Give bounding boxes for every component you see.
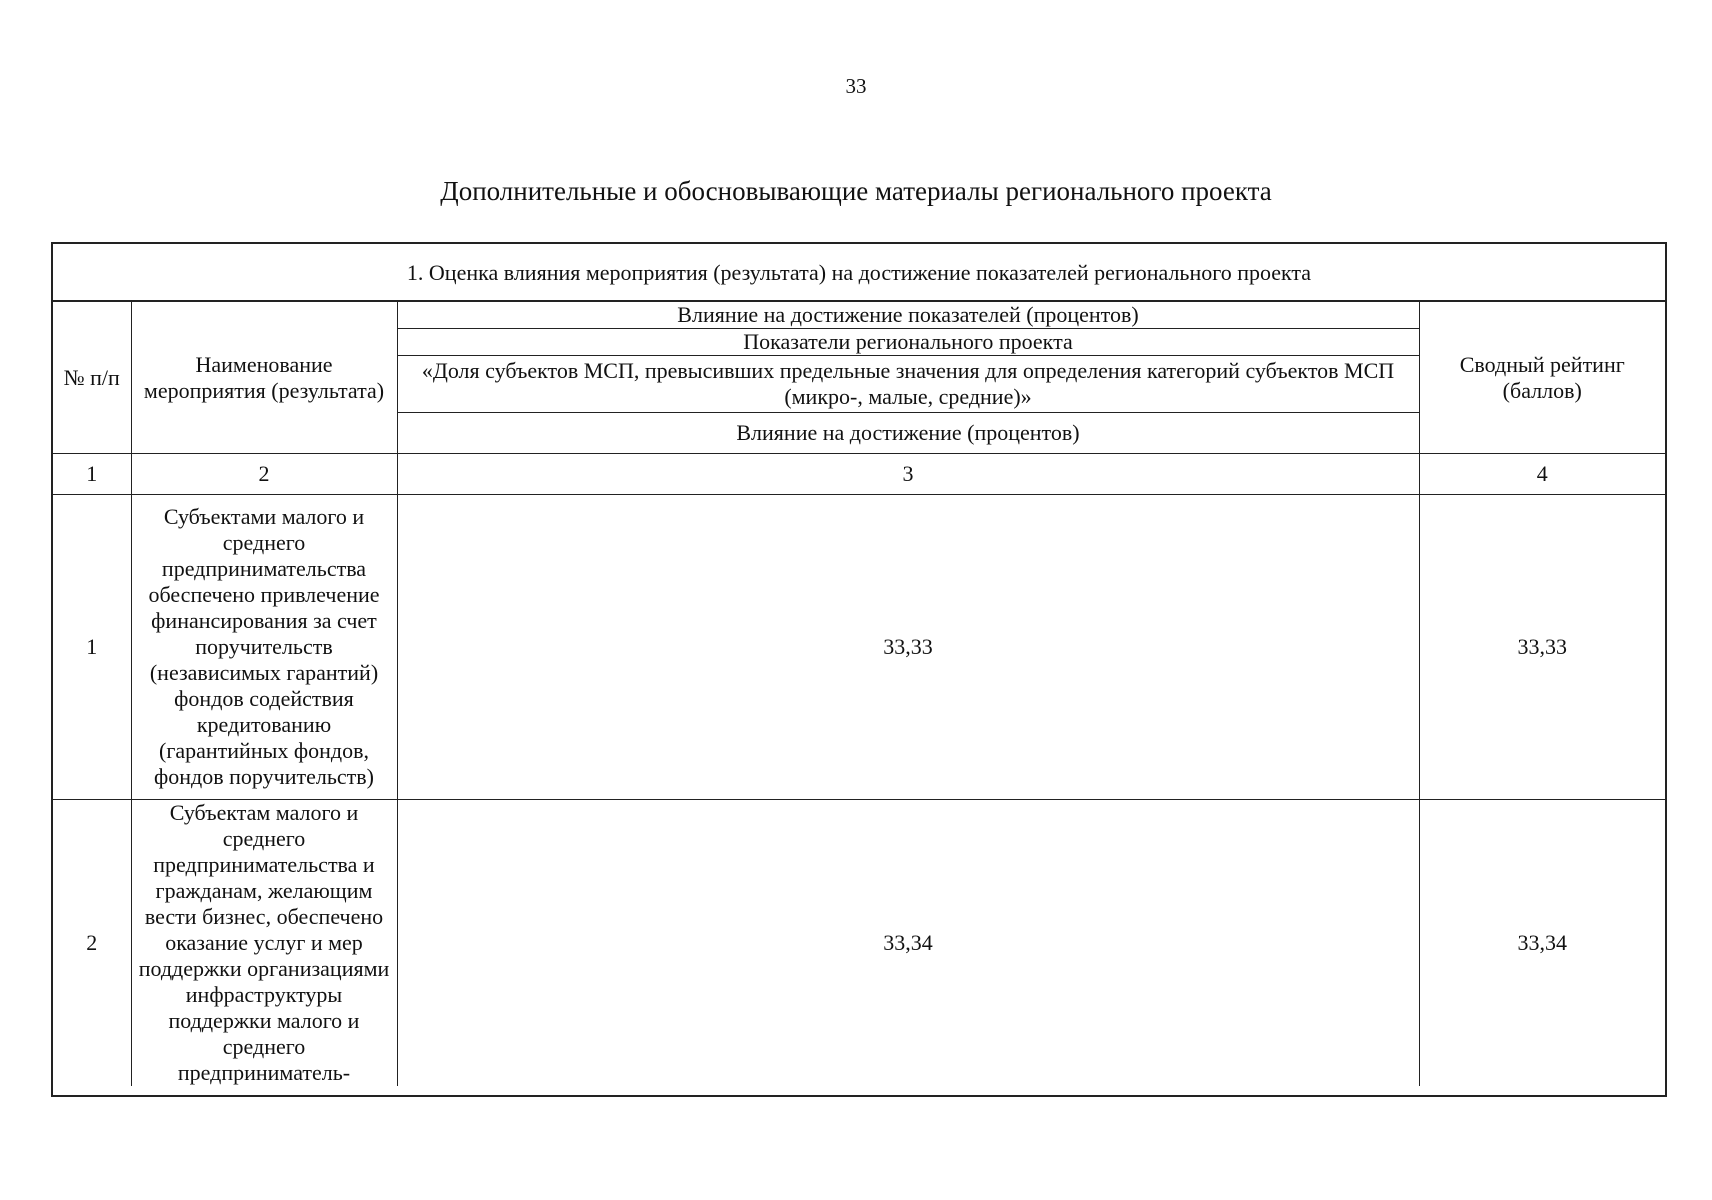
header-rating: Сводный рейтинг (баллов)	[1419, 302, 1665, 454]
row-influence: 33,34	[397, 800, 1419, 1087]
row-num: 1	[53, 495, 131, 800]
header-num: № п/п	[53, 302, 131, 454]
row-rating: 33,33	[1419, 495, 1665, 800]
column-number: 1	[53, 454, 131, 495]
row-name: Субъектами малого и среднего предпринимательства обеспечено привлечение финансирования за счет поручительств (независимых гарантий) фондов содействия кредитованию (гарантийных фондов, фондов поручительств)	[131, 495, 397, 800]
header-influence-sub: Влияние на достижение (процентов)	[397, 413, 1419, 454]
assessment-table	[53, 302, 1665, 1086]
column-number: 3	[397, 454, 1419, 495]
row-num: 2	[53, 800, 131, 1087]
header-indicator-name: «Доля субъектов МСП, превысивших предельные значения для определения категорий субъектов МСП (микро-, малые, средние)»	[397, 356, 1419, 413]
document-title: Дополнительные и обосновывающие материалы регионального проекта	[440, 176, 1272, 206]
column-number: 2	[131, 454, 397, 495]
row-influence: 33,33	[397, 495, 1419, 800]
header-indicators: Показатели регионального проекта	[397, 329, 1419, 356]
page-number: 33	[845, 74, 867, 98]
table-row	[53, 495, 1665, 800]
assessment-table-frame	[51, 242, 1667, 1097]
column-numbers-row	[53, 454, 1665, 495]
header-influence: Влияние на достижение показателей (процентов)	[397, 302, 1419, 329]
section-heading: 1. Оценка влияния мероприятия (результата) на достижение показателей регионального проекта	[53, 244, 1665, 302]
table-row	[53, 800, 1665, 1087]
header-name: Наименование мероприятия (результата)	[131, 302, 397, 454]
row-name: Субъектам малого и среднего предпринимательства и гражданам, желающим вести бизнес, обеспечено оказание услуг и мер поддержки организациями инфраструктуры поддержки малого и среднего предприниматель-	[131, 800, 397, 1087]
column-number: 4	[1419, 454, 1665, 495]
row-rating: 33,34	[1419, 800, 1665, 1087]
